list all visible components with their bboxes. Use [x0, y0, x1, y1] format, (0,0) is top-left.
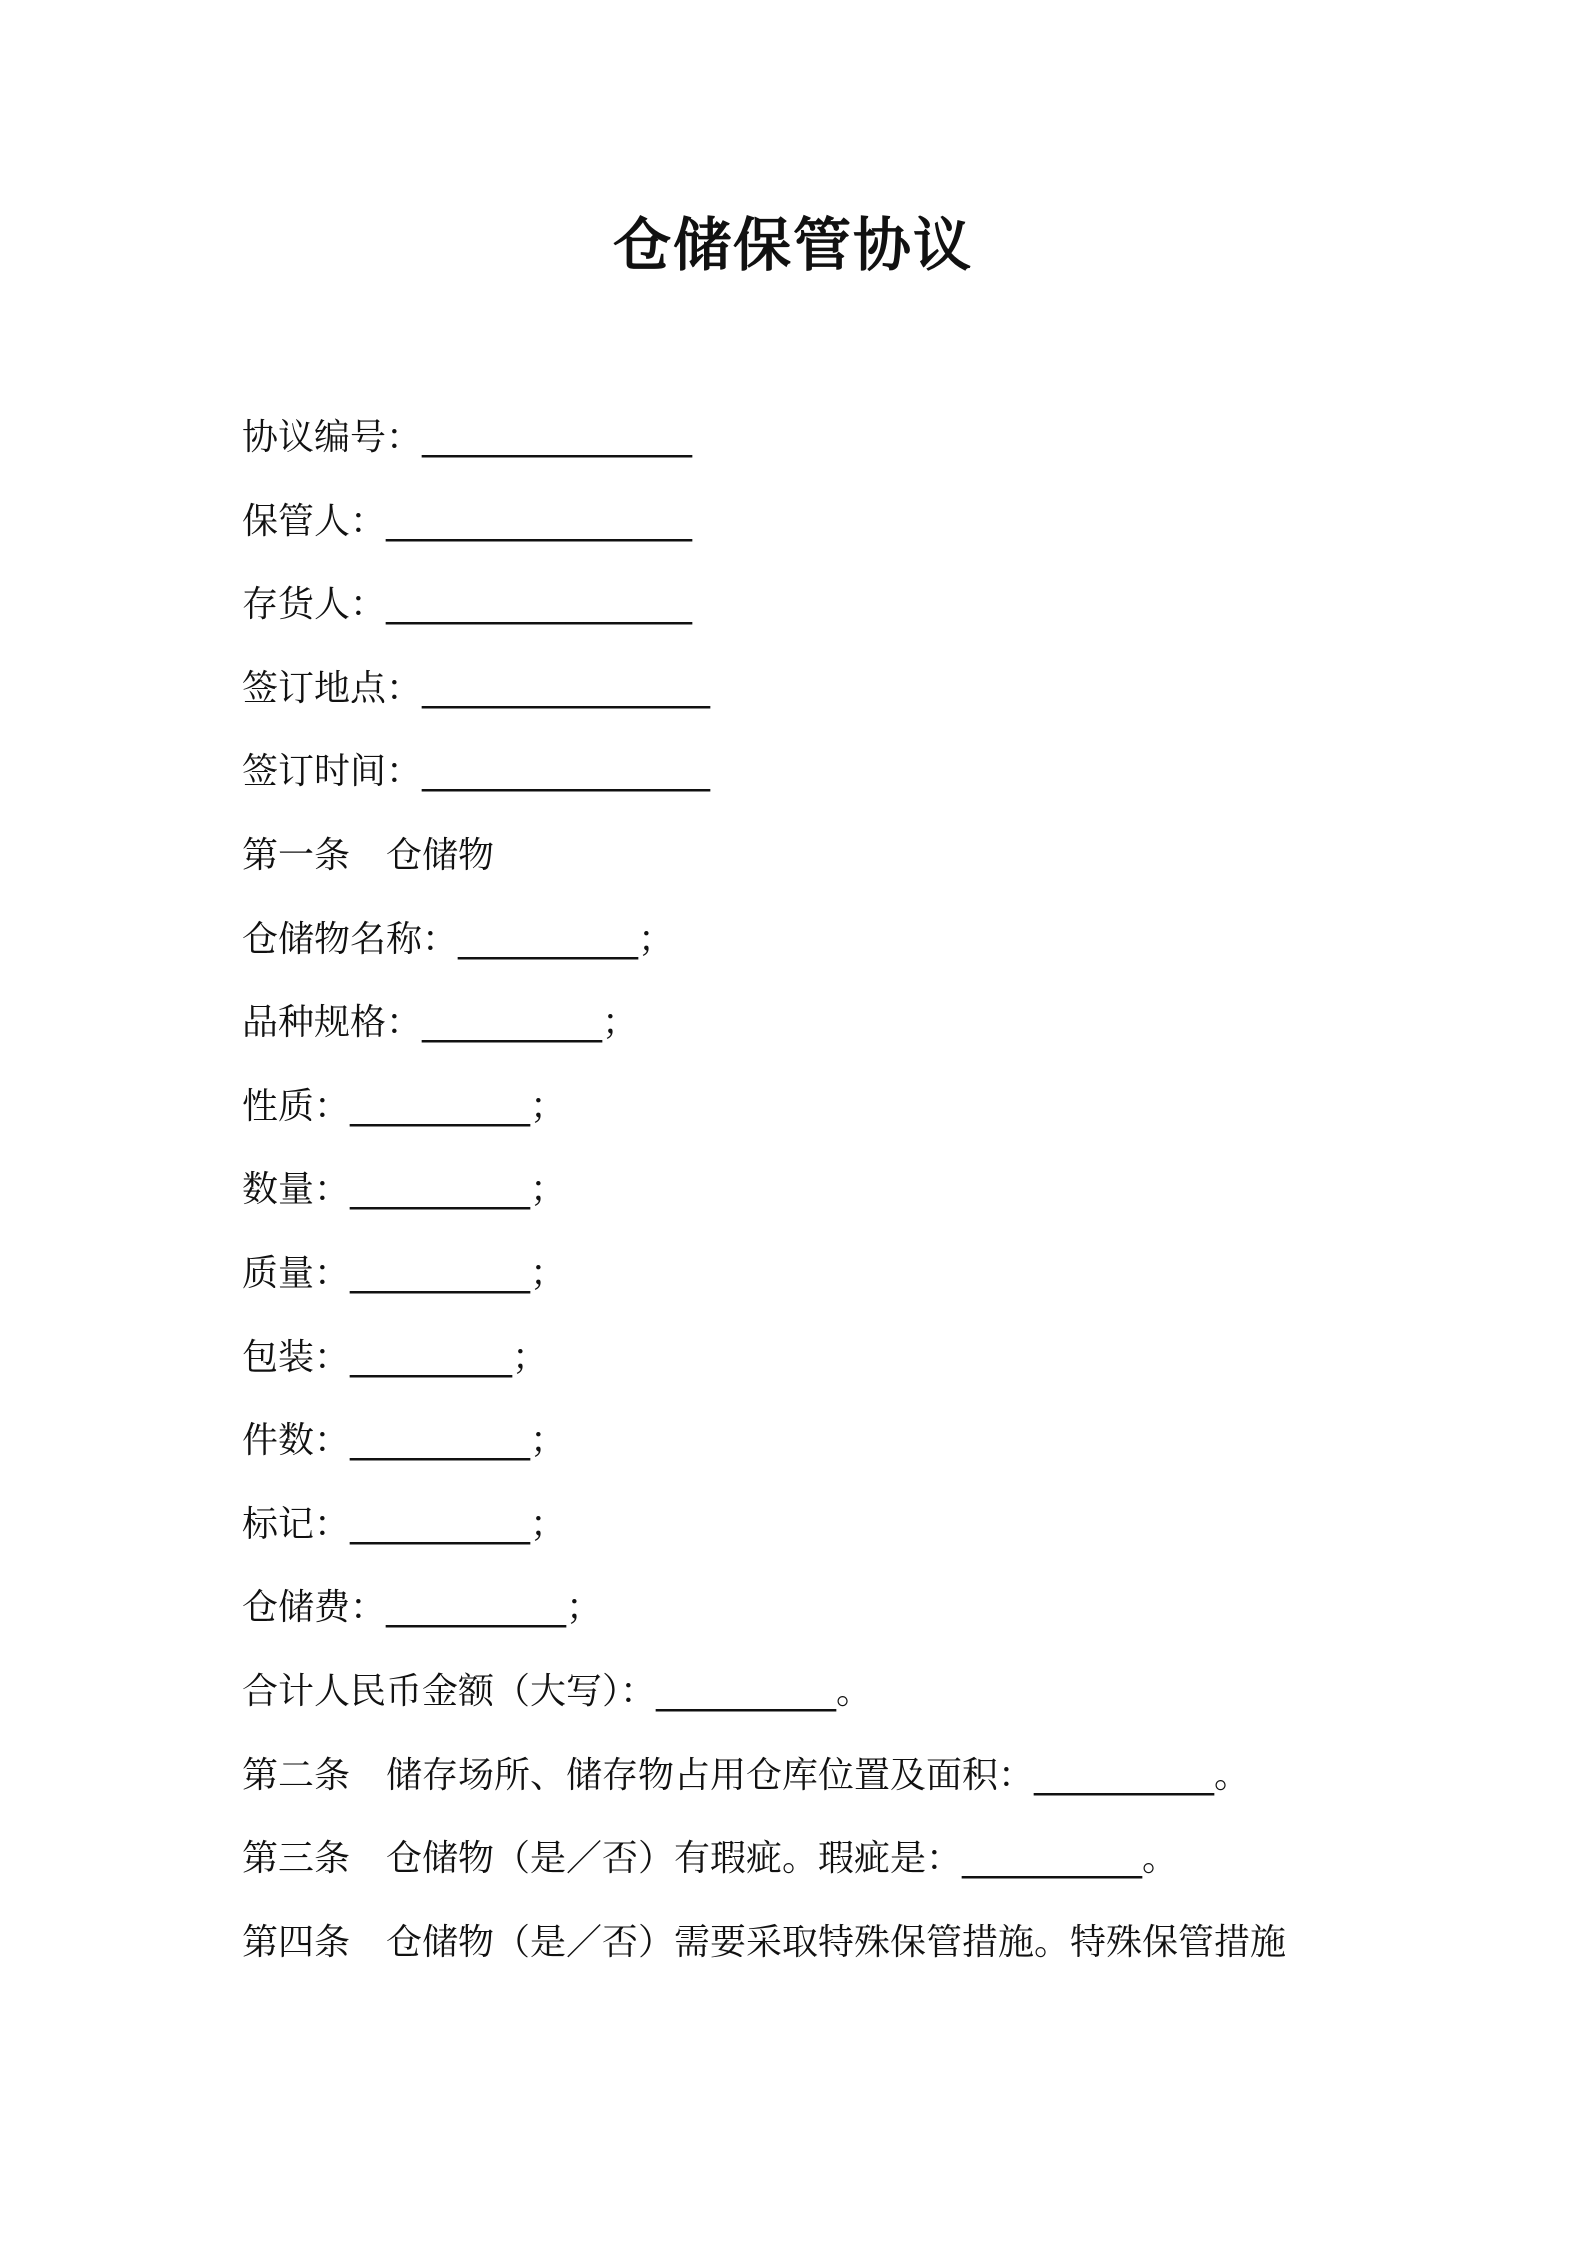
line-signing-place: 签订地点：________________ — [242, 667, 711, 709]
article-2: 第二条 储存场所、储存物占用仓库位置及面积：__________。 — [242, 1754, 1251, 1796]
line-quality: 质量：__________； — [242, 1252, 567, 1294]
line-packaging: 包装：_________； — [242, 1336, 549, 1378]
line-marking: 标记：__________； — [242, 1503, 567, 1545]
line-variety-spec: 品种规格：__________； — [242, 1002, 639, 1044]
line-nature: 性质：__________； — [242, 1085, 567, 1127]
line-depositor: 存货人：_________________ — [242, 584, 693, 626]
line-quantity: 数量：__________； — [242, 1169, 567, 1211]
line-piece-count: 件数：__________； — [242, 1420, 567, 1462]
document-body — [242, 408, 1442, 1996]
line-storage-fee: 仓储费：__________； — [242, 1587, 603, 1629]
article-3: 第三条 仓储物（是／否）有瑕疵。瑕疵是：__________。 — [242, 1838, 1179, 1880]
article-4: 第四条 仓储物（是／否）需要采取特殊保管措施。特殊保管措施 — [242, 1921, 1287, 1963]
article-1-heading: 第一条 仓储物 — [242, 834, 495, 876]
line-signing-time: 签订时间：________________ — [242, 751, 711, 793]
document-title: 仓储保管协议 — [612, 211, 973, 279]
line-goods-name: 仓储物名称：__________； — [242, 918, 675, 960]
line-agreement-number: 协议编号：_______________ — [242, 417, 693, 458]
line-total-amount: 合计人民币金额（大写）：__________。 — [242, 1670, 873, 1712]
line-custodian: 保管人：_________________ — [242, 500, 693, 542]
